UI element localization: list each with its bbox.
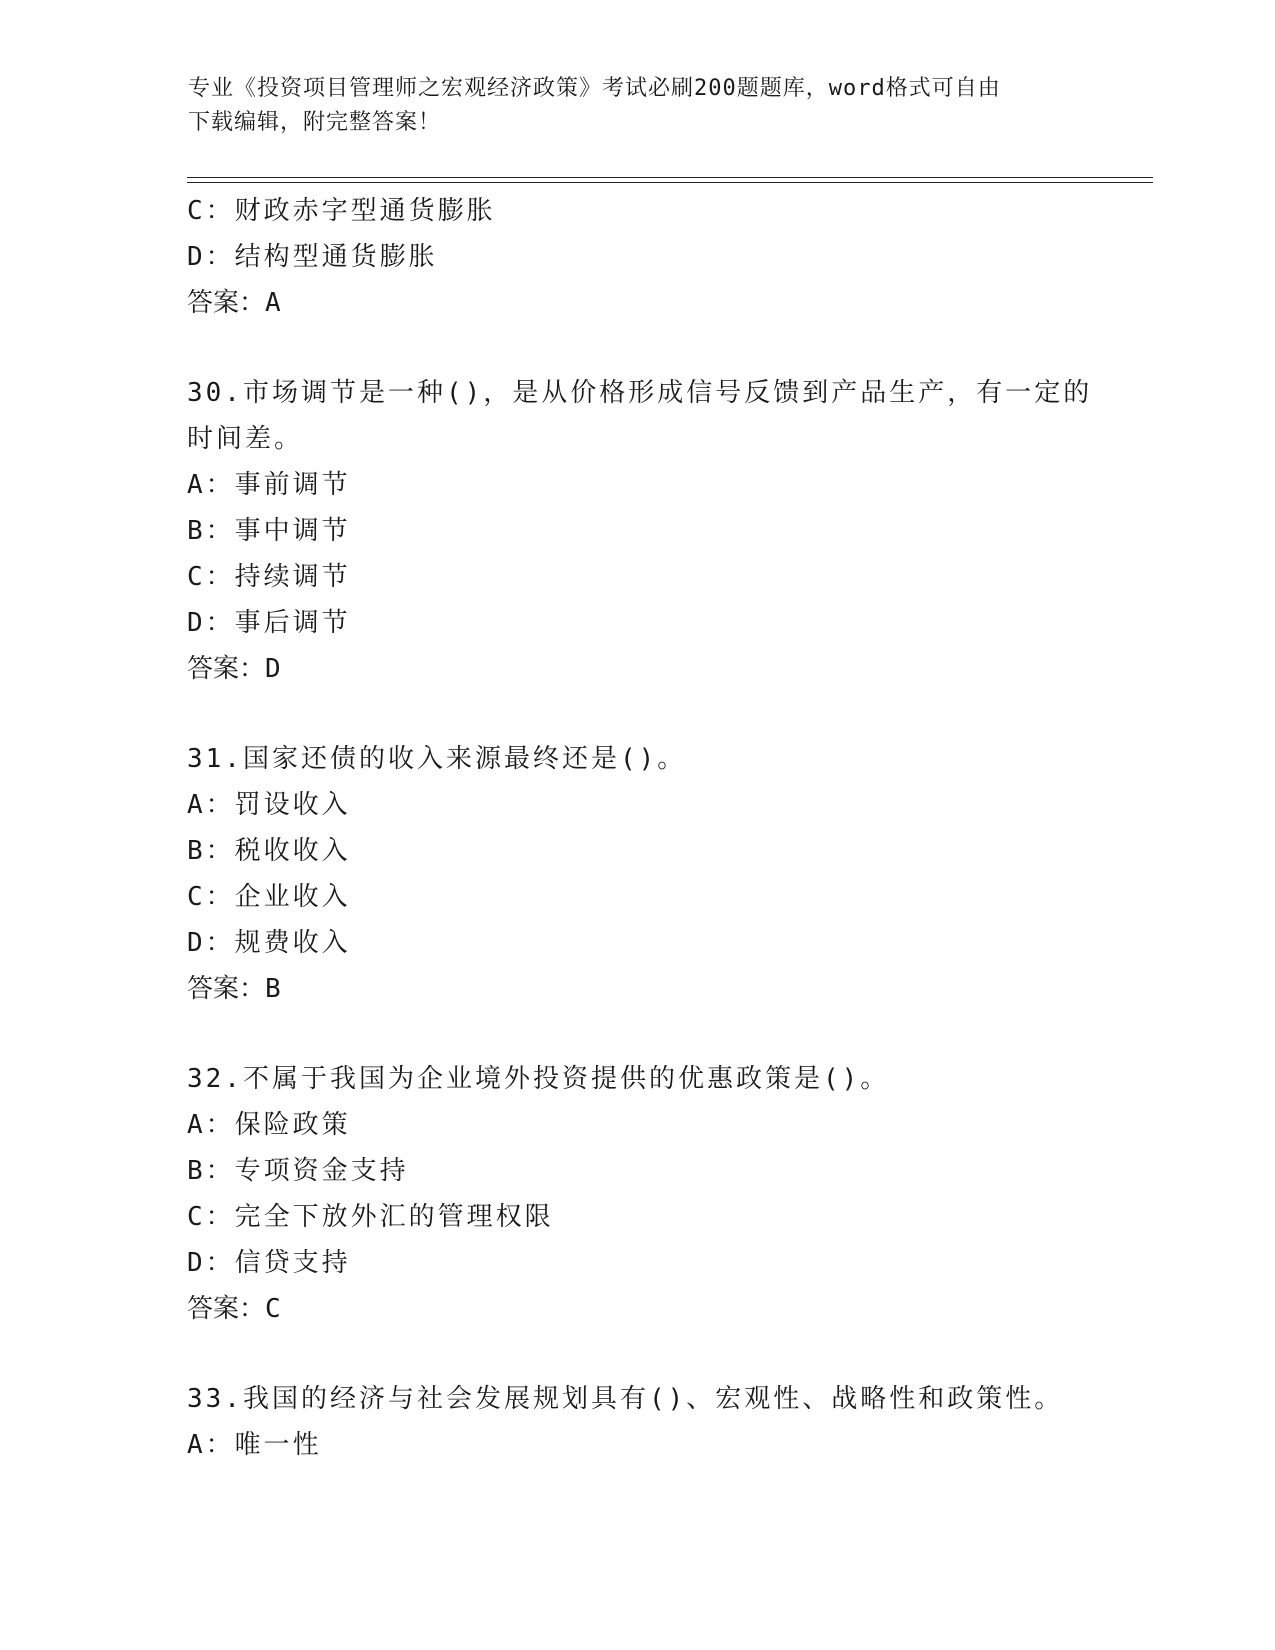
option-b: B：税收收入 — [187, 836, 351, 866]
option-a: A：唯一性 — [187, 1430, 322, 1460]
question-stem: 30.市场调节是一种()，是从价格形成信号反馈到产品生产，有一定的 — [187, 378, 1093, 408]
option-a: A：事前调节 — [187, 470, 351, 500]
option-c: C：财政赤字型通货膨胀 — [187, 196, 496, 226]
option-d: D：规费收入 — [187, 928, 351, 958]
option-d: D：信贷支持 — [187, 1248, 351, 1278]
option-d: D：结构型通货膨胀 — [187, 242, 438, 272]
question-stem: 33.我国的经济与社会发展规划具有()、宏观性、战略性和政策性。 — [187, 1384, 1064, 1414]
answer: 答案：C — [187, 1294, 281, 1324]
document-header — [188, 72, 1068, 140]
option-c: C：完全下放外汇的管理权限 — [187, 1202, 554, 1232]
option-b: B：专项资金支持 — [187, 1156, 409, 1186]
question-list — [187, 188, 1093, 1468]
question-33 — [187, 1376, 1087, 1468]
question-stem: 32.不属于我国为企业境外投资提供的优惠政策是()。 — [187, 1064, 890, 1094]
option-d: D：事后调节 — [187, 608, 351, 638]
option-c: C：企业收入 — [187, 882, 351, 912]
option-c: C：持续调节 — [187, 562, 351, 592]
answer: 答案：D — [187, 654, 281, 684]
question-30 — [187, 370, 1093, 692]
answer: 答案：A — [187, 288, 281, 318]
header-line-2: 下载编辑，附完整答案！ — [188, 110, 442, 135]
question-stem-continued: 时间差。 — [187, 424, 304, 454]
option-a: A：罚设收入 — [187, 790, 351, 820]
option-b: B：事中调节 — [187, 516, 351, 546]
question-stem: 31.国家还债的收入来源最终还是()。 — [187, 744, 687, 774]
header-line-1: 专业《投资项目管理师之宏观经济政策》考试必刷200题题库，word格式可自由 — [188, 76, 1001, 101]
question-32 — [187, 1056, 1087, 1332]
header-divider — [187, 177, 1153, 183]
option-a: A：保险政策 — [187, 1110, 351, 1140]
question-continued — [187, 188, 1087, 326]
question-31 — [187, 736, 1087, 1012]
answer: 答案：B — [187, 974, 281, 1004]
